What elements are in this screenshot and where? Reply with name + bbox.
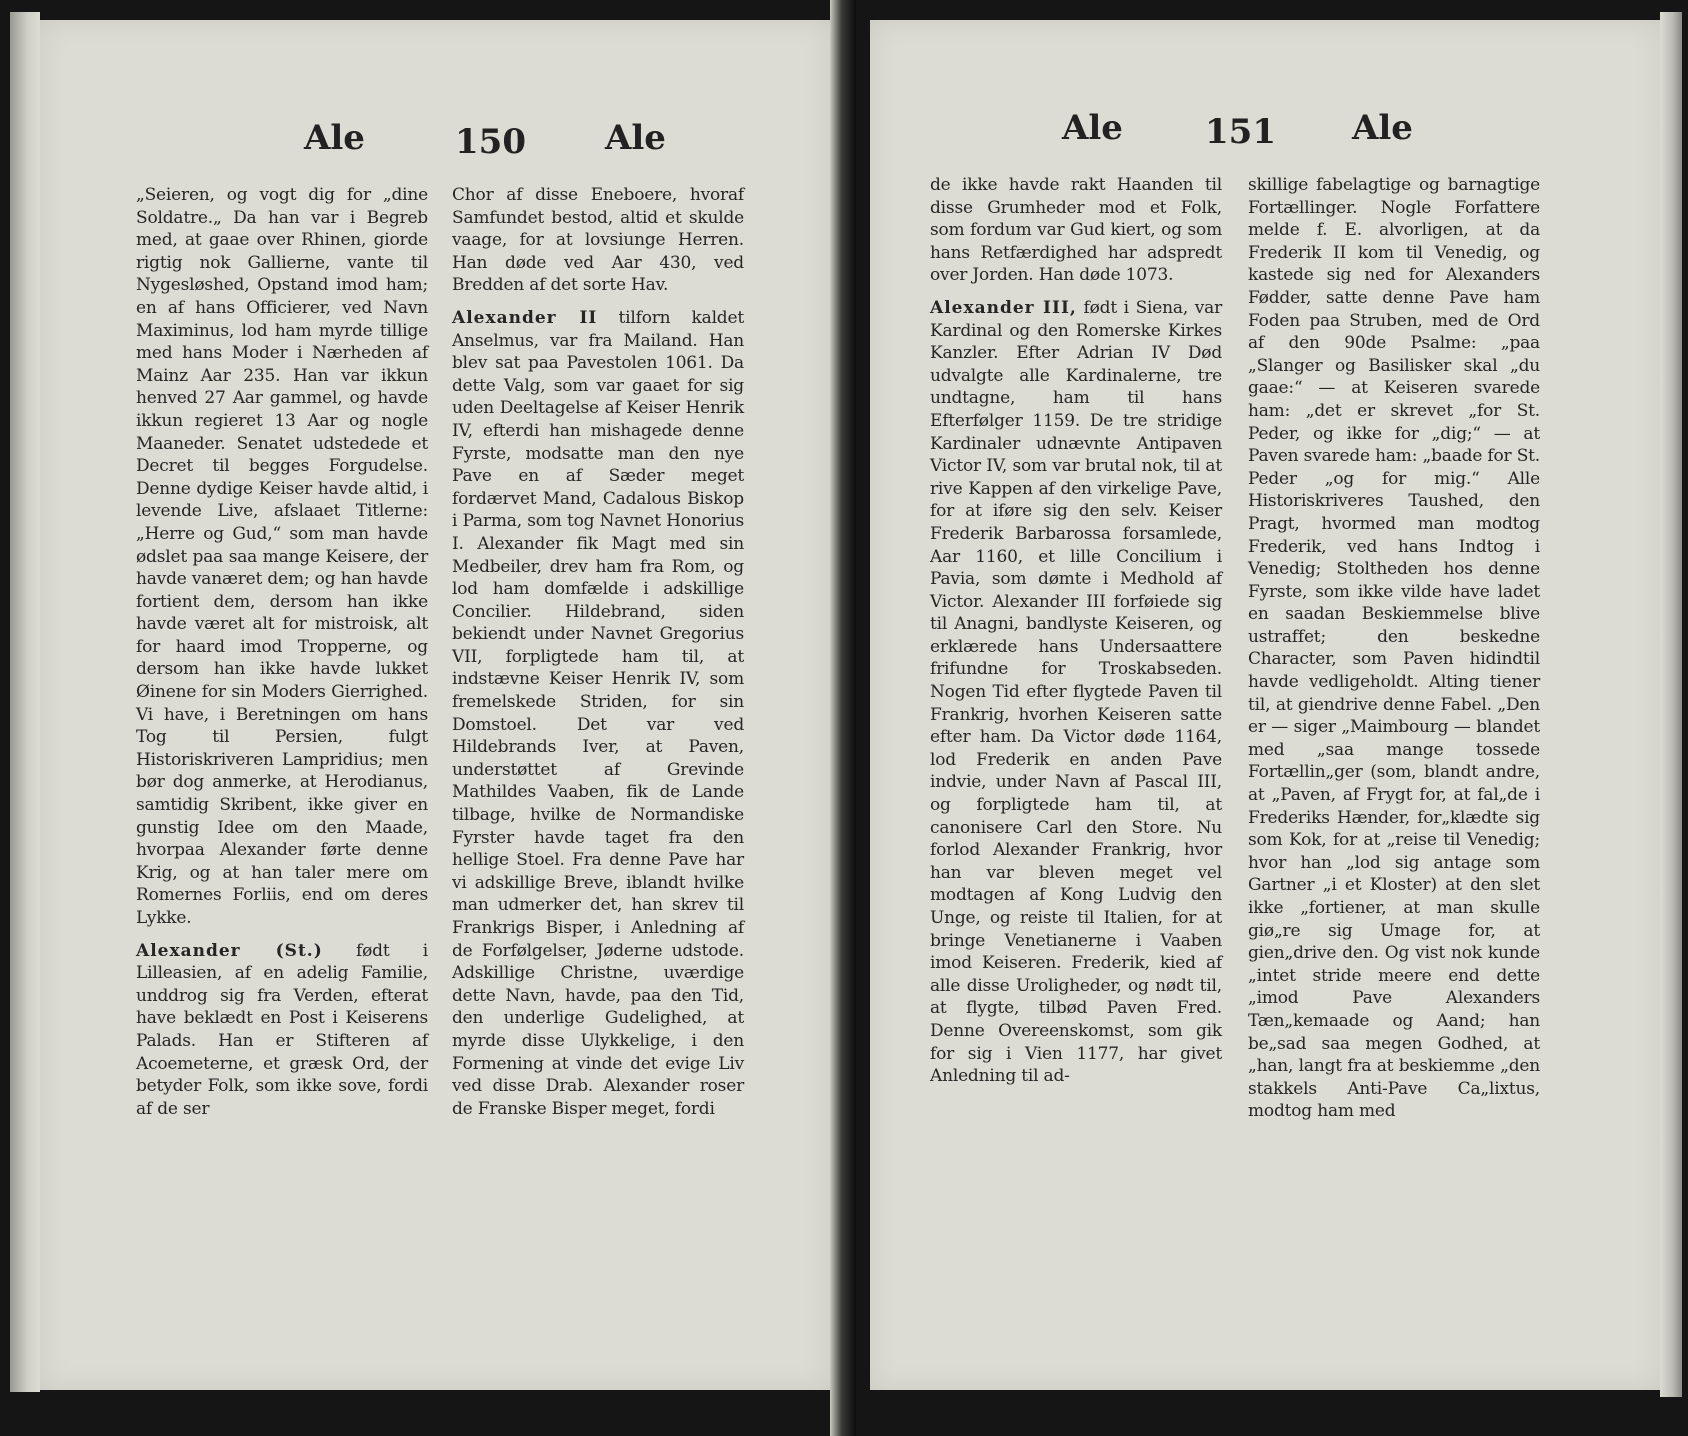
right-running-head-left: Ale	[1062, 108, 1123, 148]
left-page-column-1	[136, 184, 428, 1120]
entry-alexander-iii	[930, 297, 1222, 1088]
left-running-head-right: Ale	[605, 118, 666, 158]
entry-alexander-ii	[452, 307, 744, 1120]
entry-text: født i Siena, var Kardinal og den Romerske Kirkes Kanzler. Efter Adrian IV Død udvalgte alle Kardinalerne, tre undtagne, ham til hans Efterfølger 1159. De tre stridige Kardinaler udnævnte Antipaven Victor IV, som var brutal nok, til at rive Kappen af den virkelige Pave, for at iføre sig den selv. Keiser Frederik Barbarossa forsamlede, Aar 1160, et lille Concilium i Pavia, som dømte i Medhold af Victor. Alexander III forføiede sig til Anagni, bandlyste Keiseren, og erklærede hans Undersaattere frifundne for Troskabseden. Nogen Tid efter flygtede Paven til Frankrig, hvorhen Keiseren satte efter ham. Da Victor døde 1164, lod Frederik en anden Pave indvie, under Navn af Pascal III, og forpligtede ham til, at canonisere Carl den Store. Nu forlod Alexander Frankrig, hvor han var bleven meget vel modtagen af Kong Ludvig den Unge, og reiste til Italien, for at bringe Venetianerne i Vaaben imod Keiseren. Frederik, kied af alle disse Uroligheder, og nødt til, at flygte, tilbød Paven Fred. Denne Overeenskomst, som gik for sig i Vien 1177, har givet Anledning til ad-	[930, 297, 1222, 1087]
right-page-column-1	[930, 174, 1222, 1088]
entry-title: Alexander (St.)	[136, 940, 323, 961]
entry-title: Alexander II	[452, 307, 598, 328]
left-running-head-left: Ale	[304, 118, 365, 158]
right-page-column-2	[1248, 174, 1540, 1123]
book-gutter	[830, 0, 856, 1436]
paragraph-alexander-severus-continued: „Seieren, og vogt dig for „dine Soldatre.„ Da han var i Begreb med, at gaae over Rhinen, giorde rigtig nok Gallierne, vante til Nygesløshed, Opstand imod ham; en af hans Officierer, ved Navn Maximinus, lod ham myrde tillige med hans Moder i Nærheden af Mainz Aar 235. Han var ikkun henved 27 Aar gammel, og havde ikkun regieret 13 Aar og nogle Maaneder. Senatet udstedede et Decret til begges Forgudelse. Denne dydige Keiser havde altid, i levende Live, afslaaet Titlerne: „Herre og Gud,“ som man havde ødslet paa saa mange Keisere, der havde vanæret dem; og han havde fortient dem, dersom han ikke havde været alt for mistroisk, alt for haard imod Tropperne, og dersom han ikke havde lukket Øinene for sin Moders Gierrighed. Vi have, i Beretningen om hans Tog til Persien, fulgt Historiskriveren Lampridius; men bør dog anmerke, at Herodianus, samtidig Skribent, ikke giver en gunstig Idee om den Maade, hvorpaa Alexander førte denne Krig, og at han taler mere om Romernes Forliis, end om deres Lykke.	[136, 185, 428, 928]
right-running-head-right: Ale	[1352, 108, 1413, 148]
right-page-stack-edge	[1660, 12, 1682, 1397]
paragraph-alexander-ii-continued: de ikke havde rakt Haanden til disse Grumheder mod et Folk, som fordum var Gud kiert, og som hans Retfærdighed har adspredt over Jorden. Han døde 1073.	[930, 175, 1222, 286]
entry-title: Alexander III,	[930, 297, 1077, 318]
left-page-number: 150	[455, 122, 526, 162]
paragraph-alexander-iii-continued: skillige fabelagtige og barnagtige Fortællinger. Nogle Forfattere melde f. E. alvorligen, at da Frederik II kom til Venedig, og kastede sig ned for Alexanders Fødder, satte denne Pave ham Foden paa Struben, med de Ord af den 90de Psalme: „paa „Slanger og Basilisker skal „du gaae:“ — at Keiseren svarede ham: „det er skrevet „for St. Peder, og ikke for „dig;“ — at Paven svarede ham: „baade for St. Peder „og for mig.“ Alle Historiskriveres Taushed, den Pragt, hvormed man modtog Frederik, ved hans Indtog i Venedig; Stoltheden hos denne Fyrste, som ikke vilde have ladet en saadan Beskiemmelse blive ustraffet; den beskedne Character, som Paven hidindtil havde vedligeholdt. Alting tiener til, at giendrive denne Fabel. „Den er — siger „Maimbourg — blandet med „saa mange tossede Fortællin„ger (som, blandt andre, at „Paven, af Frygt for, at fal„de i Frederiks Hænder, for„klædte sig som Kok, for at „reise til Venedig; hvor han „lod sig antage som Gartner „i et Kloster) at den slet ikke „fortiener, at man skulle giø„re sig Umage for, at gien„drive den. Og vist nok kunde „intet stride meere end dette „imod Pave Alexanders Tæn„kemaade og Aand; han be„sad saa megen Godhed, at „han, langt fra at beskiemme „den stakkels Anti-Pave Ca„lixtus, modtog ham med	[1248, 175, 1540, 1122]
entry-text: født i Lilleasien, af en adelig Familie, unddrog sig fra Verden, efterat have beklædt en Post i Keiserens Palads. Han er Stifteren af Acoemeterne, et græsk Ord, der betyder Folk, som ikke sove, fordi af de ser	[136, 940, 428, 1119]
entry-text: tilforn kaldet Anselmus, var fra Mailand. Han blev sat paa Pavestolen 1061. Da dette Valg, som var gaaet for sig uden Deeltagelse af Keiser Henrik IV, efterdi han mishagede denne Fyrste, modsatte man den nye Pave en af Sæder meget fordærvet Mand, Cadalous Biskop i Parma, som tog Navnet Honorius I. Alexander fik Magt med sin Medbeiler, drev ham fra Rom, og lod ham domfælde i adskillige Concilier. Hildebrand, siden bekiendt under Navnet Gregorius VII, forpligtede ham til, at indstævne Keiser Henrik IV, som fremelskede Striden, for sin Domstoel. Det var ved Hildebrands Iver, at Paven, understøttet af Grevinde Mathildes Vaaben, fik de Lande tilbage, hvilke de Normandiske Fyrster havde taget fra den hellige Stoel. Fra denne Pave har vi adskillige Breve, iblandt hvilke man udmerker det, han skrev til Frankrigs Bisper, i Anledning af de Forfølgelser, Jøderne udstode. Adskillige Christne, uværdige dette Navn, havde, paa den Tid, den underlige Gudelighed, at myrde disse Ulykkelige, i den Formening at vinde det evige Liv ved disse Drab. Alexander roser de Franske Bisper meget, fordi	[452, 307, 744, 1119]
left-page-column-2	[452, 184, 744, 1120]
entry-alexander-saint	[136, 940, 428, 1121]
left-page-stack-edge	[10, 12, 40, 1392]
paragraph-acoemetae-continued: Chor af disse Eneboere, hvoraf Samfundet bestod, altid et skulde vaage, for at lovsiunge Herren. Han døde ved Aar 430, ved Bredden af det sorte Hav.	[452, 185, 744, 296]
right-page-number: 151	[1205, 112, 1276, 152]
